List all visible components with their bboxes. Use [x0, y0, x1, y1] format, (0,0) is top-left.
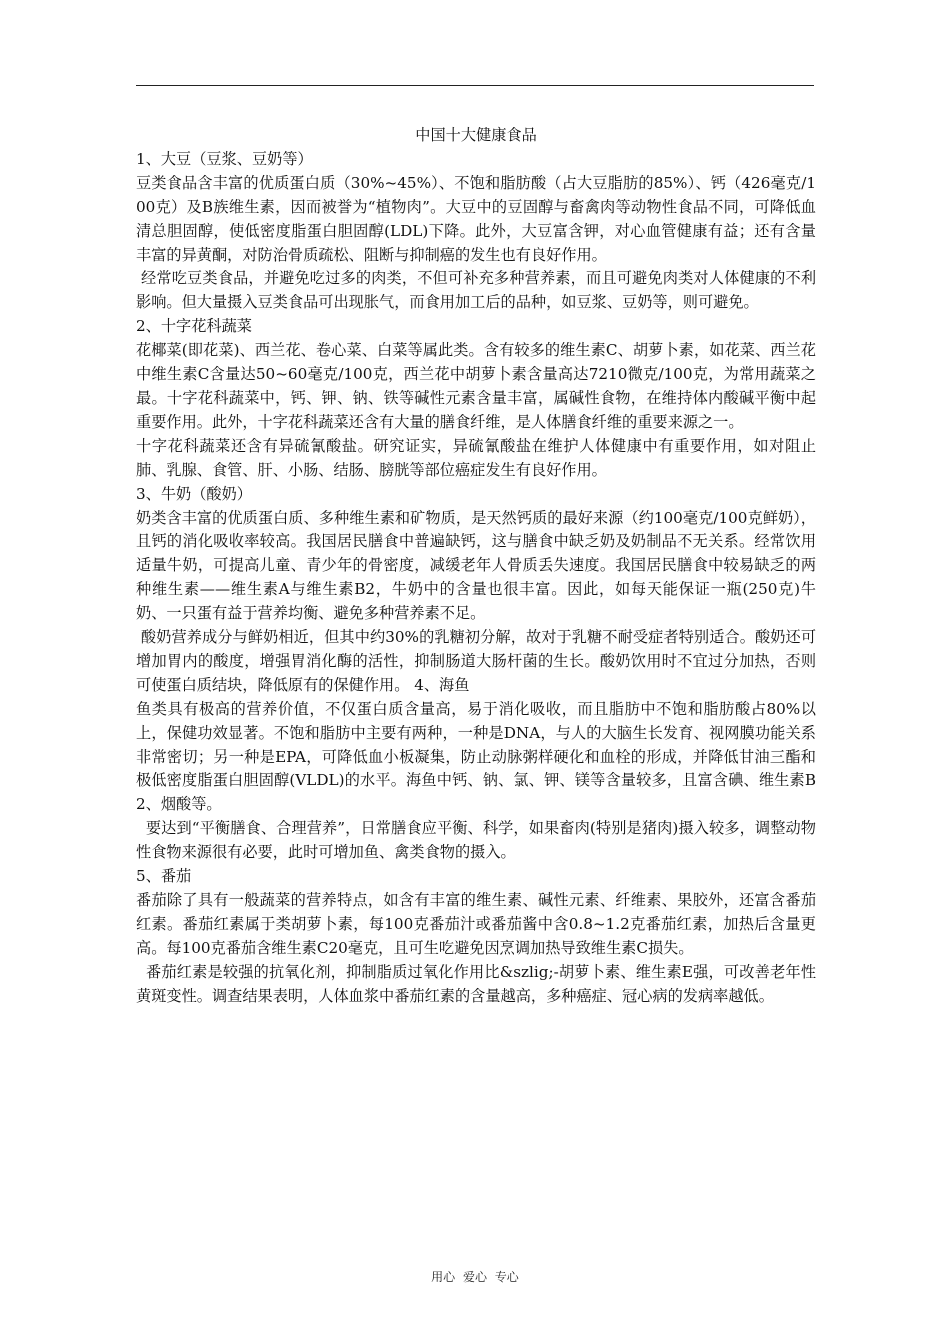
section-heading: 2、十字花科蔬菜	[136, 317, 252, 336]
header-rule	[136, 85, 814, 86]
paragraph: 经常吃豆类食品，并避免吃过多的肉类，不但可补充多种营养素，而且可避免肉类对人体健康的不利影响。但大量摄入豆类食品可出现胀气，而食用加工后的品种，如豆浆、豆奶等，则可避免。	[136, 269, 817, 312]
paragraph: 奶类含丰富的优质蛋白质、多种维生素和矿物质，是天然钙质的最好来源（约100毫克/100克鲜奶），且钙的消化吸收率较高。我国居民膳食中普遍缺钙，这与膳食中缺乏奶及奶制品不无关系。经常饮用适量牛奶，可提高儿童、青少年的骨密度，减缓老年人骨质丢失速度。我国居民膳食中较易缺乏的两种维生素——维生素A与维生素B2，牛奶中的含量也很丰富。因此，如每天能保证一瓶(250克)牛奶、一只蛋有益于营养均衡、避免多种营养素不足。	[136, 508, 816, 623]
paragraph: 鱼类具有极高的营养价值，不仅蛋白质含量高，易于消化吸收，而且脂肪中不饱和脂肪酸占80%以上，保健功效显著。不饱和脂肪中主要有两种，一种是DNA，与人的大脑生长发育、视网膜功能关系非常密切；另一种是EPA，可降低血小板凝集，防止动脉粥样硬化和血栓的形成，并降低甘油三酯和极低密度脂蛋白胆固醇(VLDL)的水平。海鱼中钙、钠、氯、钾、镁等含量较多，且富含碘、维生素B2、烟酸等。	[136, 699, 816, 814]
section-soybean	[136, 148, 816, 315]
section-tomato	[136, 865, 816, 1008]
paragraph: 十字花科蔬菜还含有异硫氰酸盐。研究证实，异硫氰酸盐在维护人体健康中有重要作用，如对阻止肺、乳腺、食管、肝、小肠、结肠、膀胱等部位癌症发生有良好作用。	[136, 436, 816, 479]
paragraph: 要达到“平衡膳食、合理营养”，日常膳食应平衡、科学，如果畜肉(特别是猪肉)摄入较多，调整动物性食物来源很有必要，此时可增加鱼、禽类食物的摄入。	[136, 819, 816, 862]
page-footer: 用心 爱心 专心	[431, 1270, 519, 1284]
section-heading: 3、牛奶（酸奶）	[136, 484, 252, 503]
section-cruciferous-vegetables	[136, 315, 816, 482]
section-heading: 5、番茄	[136, 867, 192, 886]
document-title: 中国十大健康食品	[415, 126, 537, 144]
paragraph: 酸奶营养成分与鲜奶相近，但其中约30%的乳糖初分解，故对于乳糖不耐受症者特别适合。酸奶还可增加胃内的酸度，增强胃消化酶的活性，抑制肠道大肠杆菌的生长。酸奶饮用时不宜过分加热，否则可使蛋白质结块，降低原有的保健作用。 4、海鱼	[136, 628, 817, 694]
section-sea-fish	[136, 698, 816, 865]
document-body	[136, 124, 816, 1009]
section-heading: 1、大豆（豆浆、豆奶等）	[136, 149, 313, 168]
section-milk	[136, 483, 816, 698]
paragraph: 番茄红素是较强的抗氧化剂，抑制脂质过氧化作用比&szlig;-胡萝卜素、维生素E强，可改善老年性黄斑变性。调查结果表明，人体血浆中番茄红素的含量越高，多种癌症、冠心病的发病率越低。	[136, 962, 817, 1005]
paragraph: 豆类食品含丰富的优质蛋白质（30%~45%）、不饱和脂肪酸（占大豆脂肪的85%）、钙（426毫克/100克）及B族维生素，因而被誉为“植物肉”。大豆中的豆固醇与畜禽肉等动物性食品不同，可降低血清总胆固醇，使低密度脂蛋白胆固醇(LDL)下降。此外，大豆富含钾，对心血管健康有益；还有含量丰富的异黄酮，对防治骨质疏松、阻断与抑制癌的发生也有良好作用。	[136, 173, 816, 264]
paragraph: 花椰菜(即花菜)、西兰花、卷心菜、白菜等属此类。含有较多的维生素C、胡萝卜素，如花菜、西兰花中维生素C含量达50~60毫克/100克，西兰花中胡萝卜素含量高达7210微克/100克，为常用蔬菜之最。十字花科蔬菜中，钙、钾、钠、铁等碱性元素含量丰富，属碱性食物，在维持体内酸碱平衡中起重要作用。此外，十字花科蔬菜还含有大量的膳食纤维，是人体膳食纤维的重要来源之一。	[136, 341, 816, 431]
paragraph: 番茄除了具有一般蔬菜的营养特点，如含有丰富的维生素、碱性元素、纤维素、果胶外，还富含番茄红素。番茄红素属于类胡萝卜素，每100克番茄汁或番茄酱中含0.8~1.2克番茄红素，加热后含量更高。每100克番茄含维生素C20毫克，且可生吃避免因烹调加热导致维生素C损失。	[136, 891, 816, 957]
